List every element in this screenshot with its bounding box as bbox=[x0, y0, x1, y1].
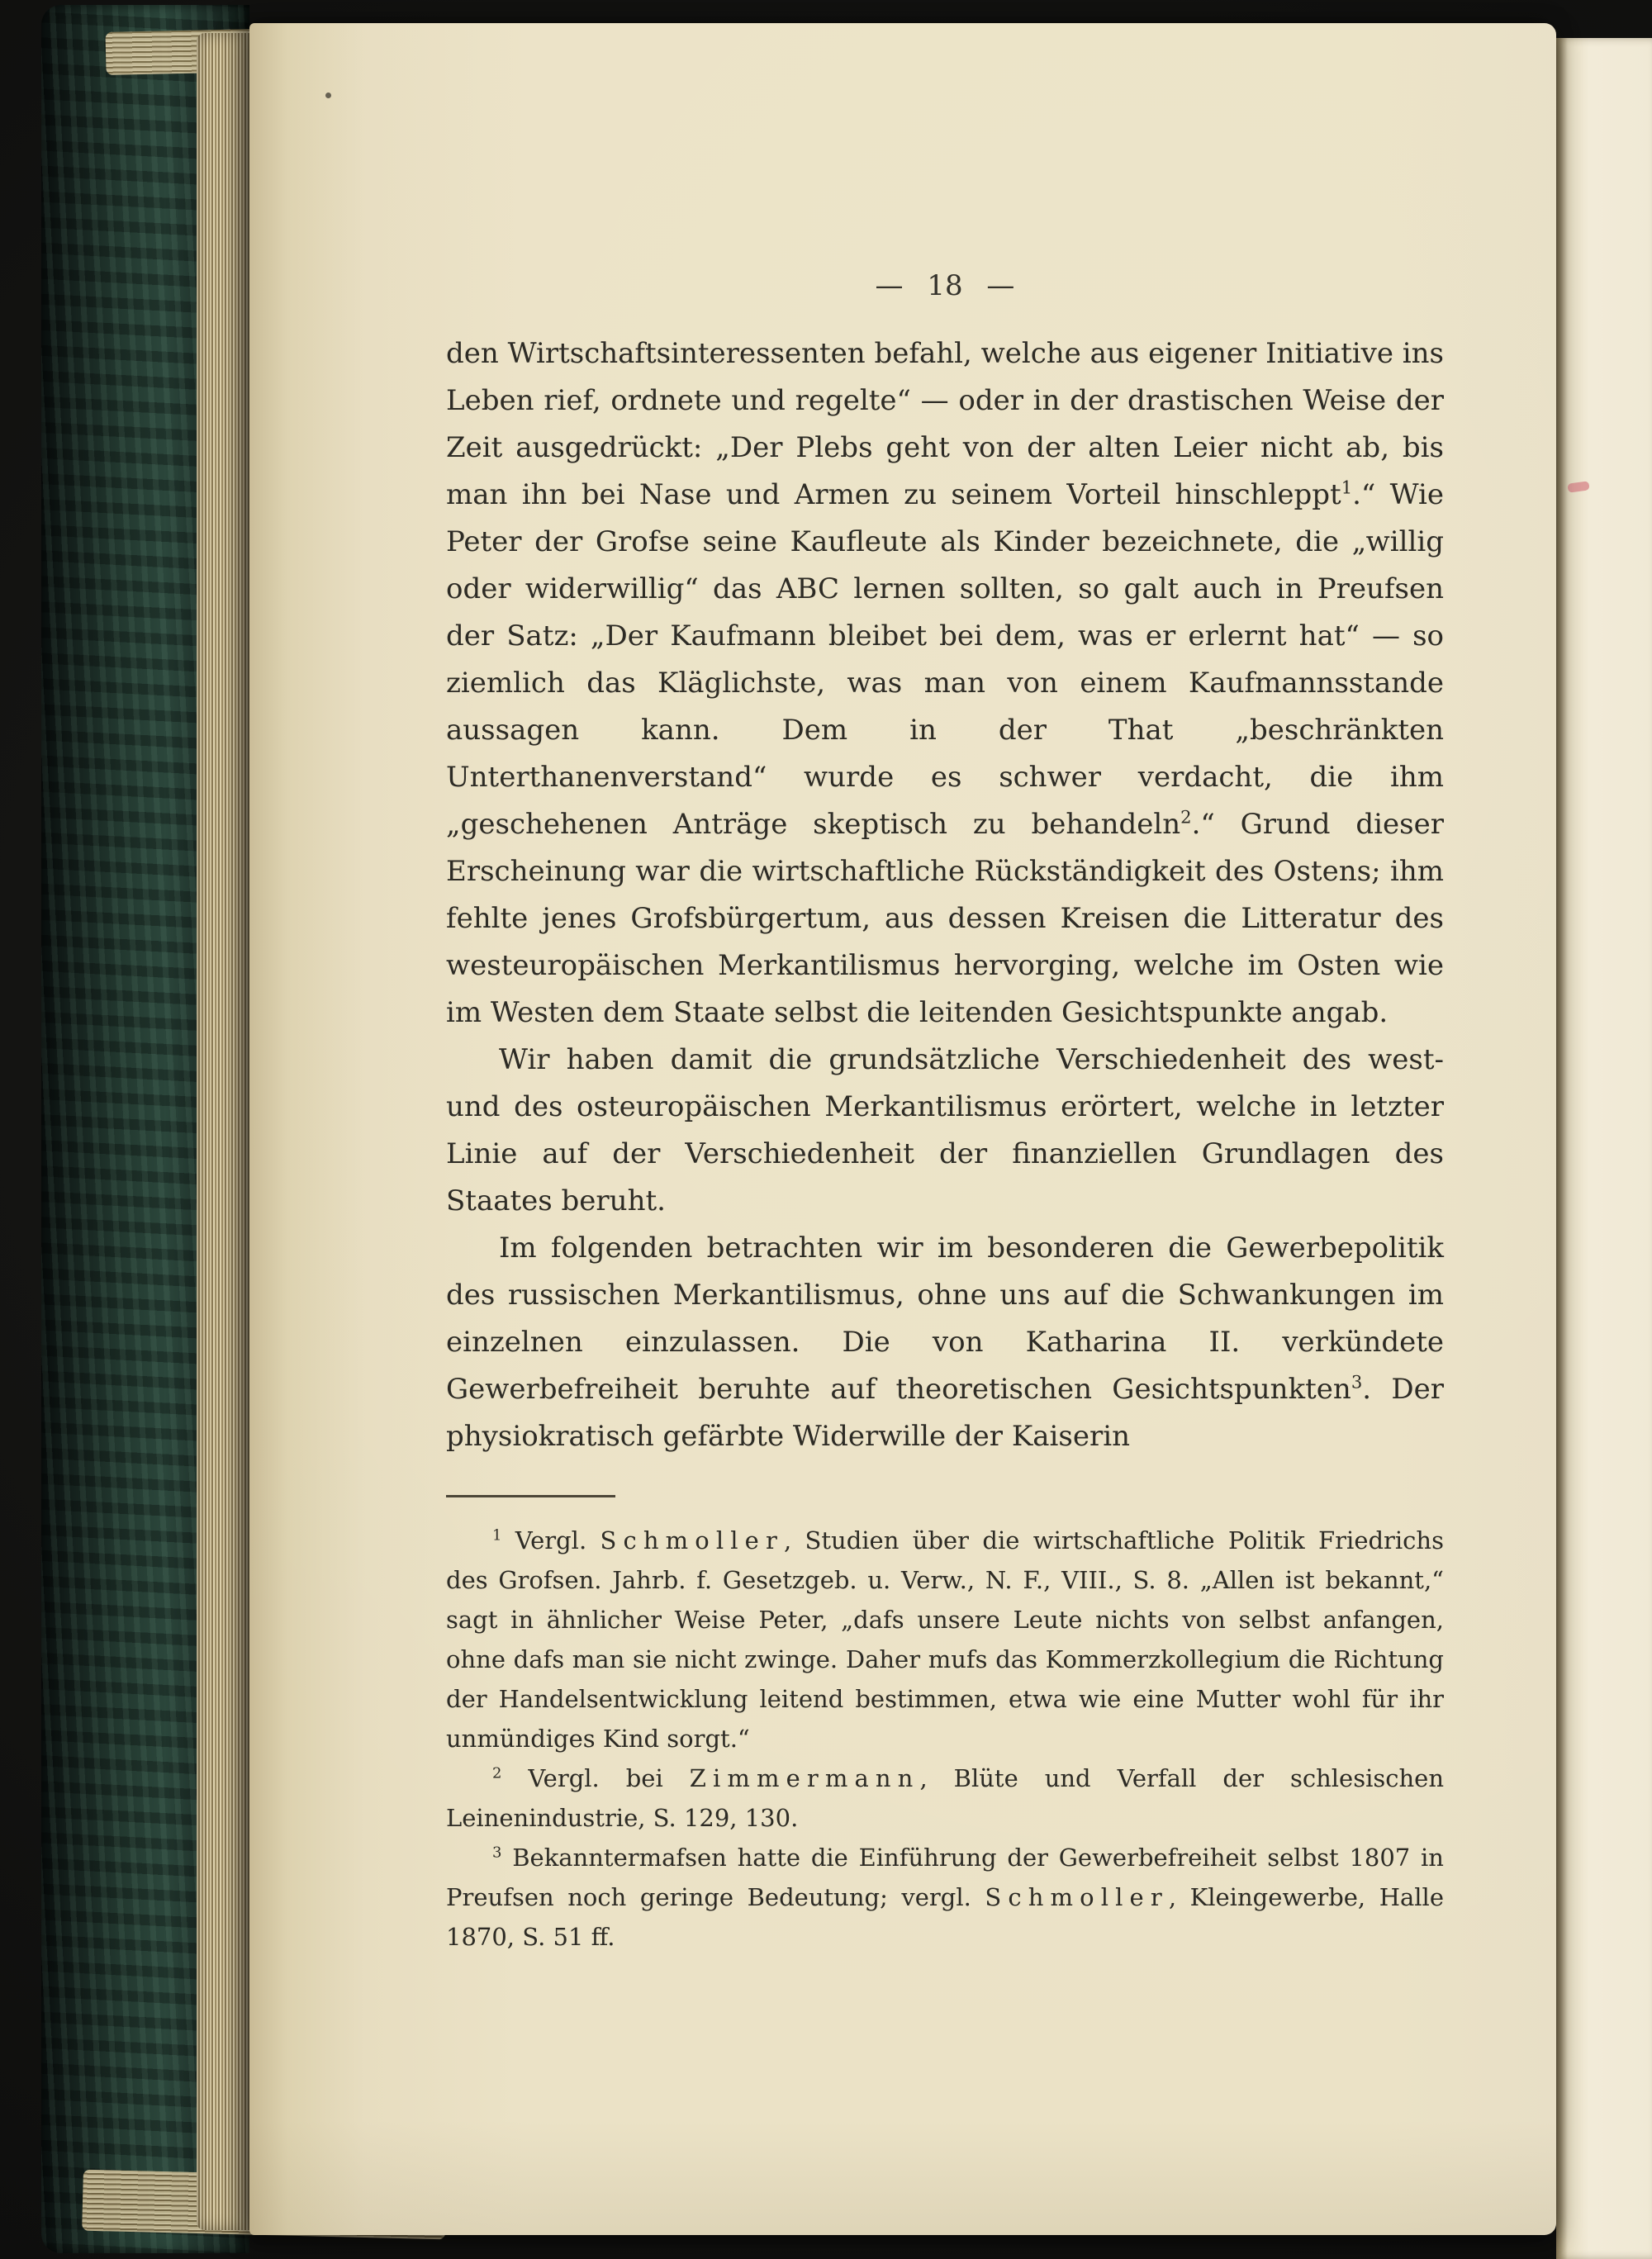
author-name-spaced: Zimmermann bbox=[689, 1764, 920, 1792]
text-segment: Im folgenden betrachten wir im besonderen die Gewerbepolitik des russischen Merkantilismus, ohne uns auf die Schwankungen im einzelnen einzulassen. Die von Katharina II. verkündete Gewerbefreiheit beruhte auf theoretischen Gesichtspunkten bbox=[446, 1232, 1444, 1406]
footnote-marker: 2 bbox=[492, 1764, 502, 1782]
footnote-separator bbox=[446, 1495, 615, 1497]
text-segment: Wir haben damit die grundsätzliche Verschiedenheit des west- und des osteuropäischen Merkantilismus erörtert, welche in letzter Linie auf der Verschiedenheit der finanziellen Grundlagen des Staates beruht. bbox=[446, 1043, 1444, 1217]
footnote-ref-2: 2 bbox=[1180, 806, 1192, 828]
text-segment: , Blüte und Verfall der schlesischen Leinenindustrie, S. 129, 130. bbox=[446, 1764, 1444, 1832]
page-number: — 18 — bbox=[875, 269, 1015, 302]
author-name-spaced: Schmoller bbox=[985, 1883, 1169, 1911]
footnotes bbox=[446, 1521, 1444, 1957]
footnote-1 bbox=[446, 1521, 1444, 1758]
footnote-3 bbox=[446, 1838, 1444, 1957]
footnote-ref-3: 3 bbox=[1351, 1371, 1363, 1393]
text-segment: , Studien über die wirtschaftliche Politik Friedrichs des Grofsen. Jahrb. f. Gesetzgeb. u. Verw., N. F., VIII., S. 8. „Allen ist bekannt,“ sagt in ähnlicher Weise Peter, „dafs unsere Leute nichts von selbst anfangen, ohne dafs man sie nicht zwinge. Daher mufs das Kommerzkollegium die Richtung der Handelsentwicklung leitend bestimmen, etwa wie eine Mutter wohl für ihr unmündiges Kind sorgt.“ bbox=[446, 1526, 1444, 1753]
text-segment: , Kleingewerbe, Halle 1870, S. 51 ff. bbox=[446, 1883, 1444, 1951]
text-segment: . Der physiokratisch gefärbte Widerwille der Kaiserin bbox=[446, 1373, 1445, 1453]
footnote-marker: 1 bbox=[492, 1526, 502, 1545]
paragraph-2 bbox=[446, 1037, 1444, 1225]
pink-mark bbox=[1567, 481, 1589, 493]
text-segment: den Wirtschaftsinteressenten befahl, welche aus eigener Initiative ins Leben rief, ordnete und regelte“ — oder in der drastischen Weise der Zeit ausgedrückt: „Der Plebs geht von der alten Leier nicht ab, bis man ihn bei Nase und Armen zu seinem Vorteil hinschleppt bbox=[446, 337, 1444, 511]
page-edge-stack bbox=[197, 33, 254, 2230]
footnote-marker: 3 bbox=[492, 1844, 502, 1862]
text-segment: .“ Grund dieser Erscheinung war die wirtschaftliche Rückständigkeit des Ostens; ihm fehlte jenes Grofsbürgertum, aus dessen Kreisen die Litteratur des westeuropäischen Merkantilismus hervorging, welche im Osten wie im Westen dem Staate selbst die leitenden Gesichtspunkte angab. bbox=[446, 808, 1444, 1029]
paragraph-3 bbox=[446, 1225, 1444, 1460]
book-page bbox=[249, 23, 1556, 2235]
text-block bbox=[446, 330, 1444, 1957]
footnote-2 bbox=[446, 1758, 1444, 1838]
author-name-spaced: Schmoller bbox=[600, 1526, 784, 1554]
ink-speck bbox=[325, 93, 331, 98]
text-segment: Bekanntermafsen hatte die Einführung der Gewerbefreiheit selbst 1807 in Preufsen noch geringe Bedeutung; vergl. bbox=[446, 1844, 1444, 1911]
facing-page-edge bbox=[1556, 38, 1652, 2259]
text-segment: Vergl. bei bbox=[501, 1764, 690, 1792]
text-segment: .“ Wie Peter der Grofse seine Kaufleute als Kinder bezeichnete, die „willig oder widerwillig“ das ABC lernen sollten, so galt auch in Preufsen der Satz: „Der Kaufmann bleibet bei dem, was er erlernt hat“ — so ziemlich das Kläglichste, was man von einem Kaufmannsstande aussagen kann. Dem in der That „beschränkten Unterthanenverstand“ wurde es schwer verdacht, die ihm „geschehenen Anträge skeptisch zu behandeln bbox=[446, 478, 1444, 841]
footnote-ref-1: 1 bbox=[1341, 477, 1353, 498]
paragraph-1 bbox=[446, 330, 1444, 1037]
text-segment: Vergl. bbox=[501, 1526, 601, 1554]
